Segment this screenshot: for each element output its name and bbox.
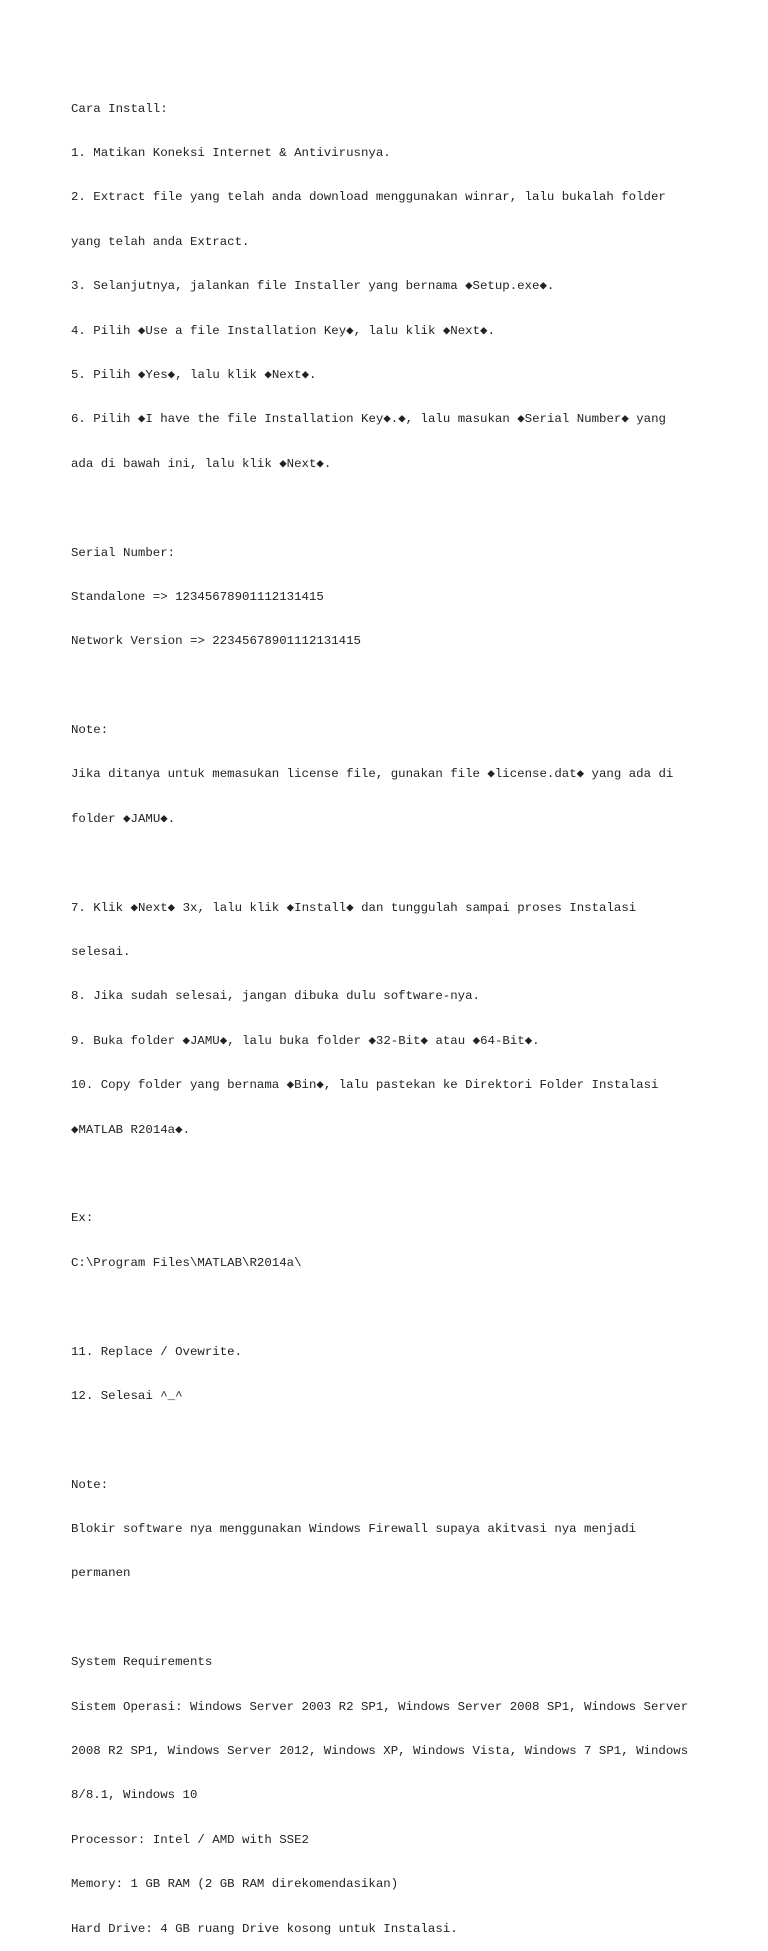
text-line: selesai.: [71, 945, 131, 960]
text-line: System Requirements: [71, 1655, 213, 1670]
text-line: Processor: Intel / AMD with SSE2: [71, 1832, 309, 1847]
text-line: Network Version => 22345678901112131415: [71, 634, 361, 649]
text-line: 2. Extract file yang telah anda download menggunakan winrar, lalu bukalah folder: [71, 190, 666, 205]
text-line: 5. Pilih ◆Yes◆, lalu klik ◆Next◆.: [71, 367, 317, 382]
document-body: [71, 72, 731, 1951]
blank-line: [71, 501, 731, 516]
text-line: 6. Pilih ◆I have the file Installation Key◆.◆, lalu masukan ◆Serial Number◆ yang: [71, 412, 666, 427]
text-line: 1. Matikan Koneksi Internet & Antivirusnya.: [71, 145, 391, 160]
text-line: Hard Drive: 4 GB ruang Drive kosong untuk Instalasi.: [71, 1921, 458, 1936]
text-line: Note:: [71, 1477, 109, 1492]
text-line: 12. Selesai ^_^: [71, 1388, 183, 1403]
text-line: Standalone => 12345678901112131415: [71, 589, 324, 604]
text-line: permanen: [71, 1566, 131, 1581]
text-line: ada di bawah ini, lalu klik ◆Next◆.: [71, 456, 332, 471]
text-line: Ex:: [71, 1211, 94, 1226]
text-line: Cara Install:: [71, 101, 168, 116]
blank-line: [71, 1611, 731, 1626]
text-line: 7. Klik ◆Next◆ 3x, lalu klik ◆Install◆ dan tunggulah sampai proses Instalasi: [71, 900, 637, 915]
text-line: Serial Number:: [71, 545, 176, 560]
text-line: 2008 R2 SP1, Windows Server 2012, Windows XP, Windows Vista, Windows 7 SP1, Windows: [71, 1744, 689, 1759]
blank-line: [71, 1300, 731, 1315]
text-line: Jika ditanya untuk memasukan license file, gunakan file ◆license.dat◆ yang ada di: [71, 767, 674, 782]
text-line: Blokir software nya menggunakan Windows Firewall supaya akitvasi nya menjadi: [71, 1522, 637, 1537]
text-line: 9. Buka folder ◆JAMU◆, lalu buka folder ◆32-Bit◆ atau ◆64-Bit◆.: [71, 1033, 540, 1048]
text-line: 11. Replace / Ovewrite.: [71, 1344, 243, 1359]
text-line: Sistem Operasi: Windows Server 2003 R2 SP1, Windows Server 2008 SP1, Windows Server: [71, 1699, 689, 1714]
text-line: 4. Pilih ◆Use a file Installation Key◆, lalu klik ◆Next◆.: [71, 323, 495, 338]
text-line: ◆MATLAB R2014a◆.: [71, 1122, 191, 1137]
blank-line: [71, 1167, 731, 1182]
blank-line: [71, 679, 731, 694]
text-line: 3. Selanjutnya, jalankan file Installer yang bernama ◆Setup.exe◆.: [71, 279, 555, 294]
text-line: 10. Copy folder yang bernama ◆Bin◆, lalu pastekan ke Direktori Folder Instalasi: [71, 1078, 659, 1093]
blank-line: [71, 1433, 731, 1448]
text-line: 8/8.1, Windows 10: [71, 1788, 198, 1803]
text-line: 8. Jika sudah selesai, jangan dibuka dulu software-nya.: [71, 989, 480, 1004]
text-line: yang telah anda Extract.: [71, 234, 250, 249]
text-line: Memory: 1 GB RAM (2 GB RAM direkomendasikan): [71, 1877, 399, 1892]
text-line: folder ◆JAMU◆.: [71, 811, 176, 826]
text-line: Note:: [71, 723, 109, 738]
blank-line: [71, 856, 731, 871]
text-line: C:\Program Files\MATLAB\R2014a\: [71, 1255, 302, 1270]
